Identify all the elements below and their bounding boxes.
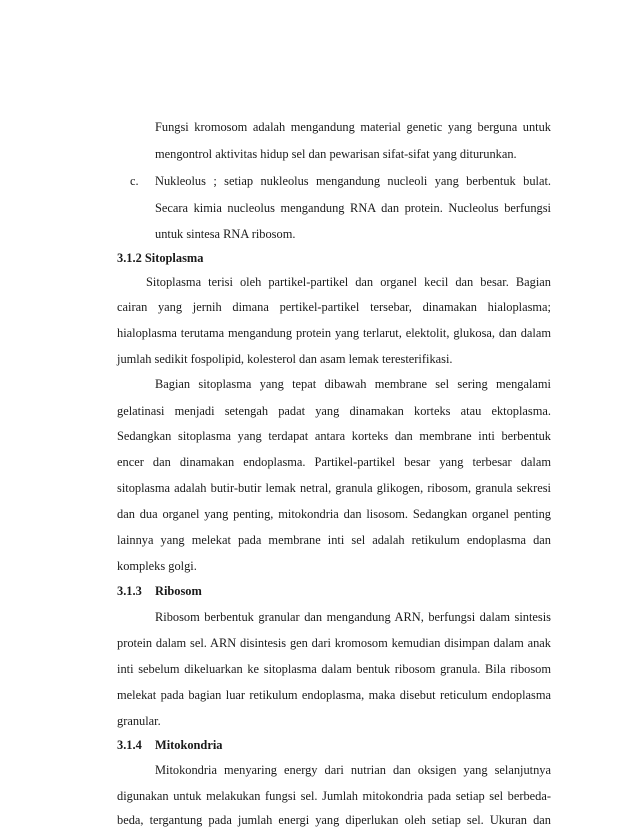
paragraph-line: Mitokondria menyaring energy dari nutrian dan oksigen yang selanjutnya <box>155 763 551 777</box>
section-heading-mitokondria <box>117 737 222 753</box>
paragraph-line: melekat pada bagian luar retikulum endoplasma, maka disebut reticulum endoplasma <box>117 688 551 702</box>
paragraph-line: gelatinasi menjadi setengah padat yang dinamakan korteks atau ektoplasma. <box>117 404 551 418</box>
item-c-line: untuk sintesa RNA ribosom. <box>155 227 296 241</box>
section-heading-ribosom <box>117 583 202 599</box>
paragraph-line: protein dalam sel. ARN disintesis gen dari kromosom kemudian disimpan dalam anak <box>117 636 551 650</box>
item-c-line: Nukleolus ; setiap nukleolus mengandung nucleoli yang berbentuk bulat. <box>155 174 551 188</box>
section-title: Mitokondria <box>155 738 223 752</box>
paragraph-line: lainnya yang melekat pada membrane inti sel adalah retikulum endoplasma dan <box>117 533 551 547</box>
paragraph-line: Bagian sitoplasma yang tepat dibawah membrane sel sering mengalami <box>155 377 551 391</box>
paragraph-line: inti sebelum dikeluarkan ke sitoplasma dalam bentuk ribosom granula. Bila ribosom <box>117 662 551 676</box>
section-title: Ribosom <box>155 584 202 598</box>
paragraph-line: sitoplasma adalah butir-butir lemak netral, granula glikogen, ribosom, granula sekresi <box>117 481 551 495</box>
section-number: 3.1.4 <box>117 738 142 752</box>
paragraph-line: hialoplasma terutama mengandung protein yang terlarut, elektolit, glukosa, dan dalam <box>117 326 551 340</box>
section-number: 3.1.3 <box>117 584 142 598</box>
item-c-label: c. <box>130 174 139 188</box>
paragraph-line: jumlah sedikit fospolipid, kolesterol dan asam lemak teresterifikasi. <box>117 352 453 366</box>
section-heading-sitoplasma: 3.1.2 Sitoplasma <box>117 251 204 265</box>
paragraph-line: dan dua organel yang penting, mitokondria dan lisosom. Sedangkan organel penting <box>117 507 551 521</box>
paragraph-line: Sitoplasma terisi oleh partikel-partikel dan organel kecil dan besar. Bagian <box>146 275 551 289</box>
paragraph-line: granular. <box>117 714 161 728</box>
paragraph-line: cairan yang jernih dimana pertikel-partikel tersebar, dinamakan hialoplasma; <box>117 300 551 314</box>
paragraph-line: kompleks golgi. <box>117 559 197 573</box>
paragraph-line: Ribosom berbentuk granular dan mengandung ARN, berfungsi dalam sintesis <box>155 610 551 624</box>
paragraph-line: digunakan untuk melakukan fungsi sel. Jumlah mitokondria pada setiap sel berbeda- <box>117 789 551 803</box>
item-c-line: Secara kimia nucleolus mengandung RNA dan protein. Nucleolus berfungsi <box>155 201 551 215</box>
paragraph-line: beda, tergantung pada jumlah energi yang diperlukan oleh setiap sel. Ukuran dan <box>117 813 551 827</box>
item-b-line: mengontrol aktivitas hidup sel dan pewarisan sifat-sifat yang diturunkan. <box>155 147 517 161</box>
paragraph-line: Sedangkan sitoplasma yang terdapat antara korteks dan membrane inti berbentuk <box>117 429 551 443</box>
paragraph-line: encer dan dinamakan endoplasma. Partikel-partikel besar yang terbesar dalam <box>117 455 551 469</box>
item-b-line: Fungsi kromosom adalah mengandung material genetic yang berguna untuk <box>155 120 551 134</box>
